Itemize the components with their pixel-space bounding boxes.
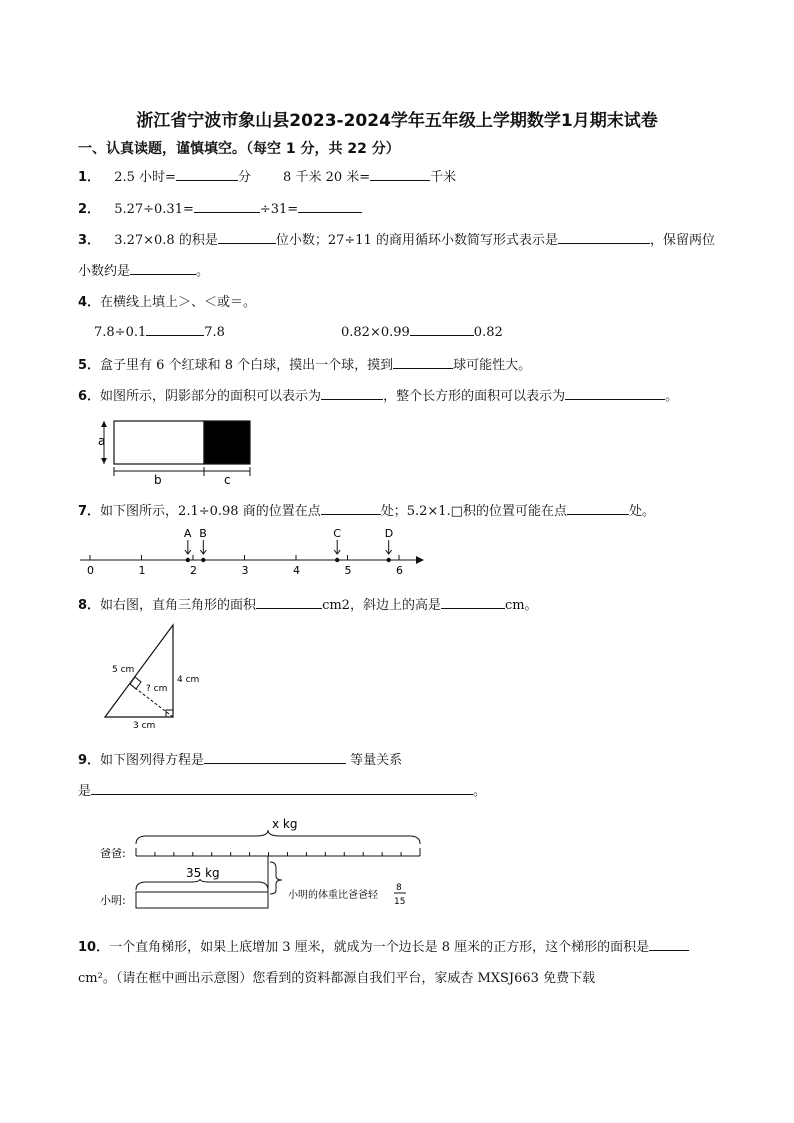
label-height: ? cm	[146, 684, 168, 694]
expression: 7.8	[204, 325, 225, 340]
question-text: cm。	[504, 598, 538, 613]
label-35kg: 35 kg	[186, 866, 220, 880]
tick-label: 3	[241, 564, 249, 576]
answer-blank[interactable]	[393, 356, 453, 369]
rectangle-figure	[92, 414, 262, 486]
label-total: x kg	[272, 817, 298, 831]
question-10-line2: cm²。（请在框中画出示意图）您看到的资料都源自我们平台，家威杏 MXSJ663 免费下载	[78, 971, 596, 986]
answer-blank[interactable]	[194, 200, 260, 213]
answer-blank[interactable]	[321, 387, 383, 400]
point-marker	[186, 558, 190, 562]
question-7	[78, 500, 655, 519]
number-line	[76, 528, 428, 576]
expression: 0.82×0.99	[341, 325, 410, 340]
question-number: 10．	[78, 940, 110, 955]
label-vertical-leg: 4 cm	[177, 675, 200, 685]
tick-label: 2	[190, 564, 197, 576]
tick-label: 6	[396, 564, 403, 576]
question-5	[78, 354, 531, 373]
label-a: a	[98, 434, 106, 448]
question-text: ，整个长方形的面积可以表示为	[383, 389, 566, 404]
fraction-numerator: 8	[396, 883, 402, 893]
label-c: c	[224, 473, 231, 486]
expression: 0.82	[473, 325, 503, 340]
question-9	[78, 749, 402, 768]
answer-blank[interactable]	[298, 200, 362, 213]
answer-blank[interactable]	[649, 938, 689, 951]
page-title: 浙江省宁波市象山县2023-2024学年五年级上学期数学1月期末试卷	[136, 111, 658, 131]
fraction-denominator: 15	[394, 897, 406, 907]
question-text: 盒子里有 6 个红球和 8 个白球，摸出一个球，摸到	[100, 358, 394, 373]
question-text: ÷31=	[259, 202, 299, 217]
answer-blank[interactable]	[256, 596, 322, 609]
triangle-figure	[100, 620, 210, 732]
question-text: 处。	[628, 504, 655, 519]
answer-blank[interactable]	[130, 262, 196, 275]
point-marker	[201, 558, 205, 562]
bar-model-figure	[96, 812, 426, 916]
answer-blank[interactable]	[370, 168, 430, 181]
question-8	[78, 594, 538, 613]
tick-label: 4	[293, 564, 300, 576]
question-10	[78, 936, 689, 955]
tick-label: 5	[344, 564, 352, 576]
point-marker	[387, 558, 391, 562]
section-heading: 一、认真读题，谨慎填空。（每空 1 分，共 22 分）	[78, 141, 400, 157]
unit-text: 分	[237, 170, 251, 185]
answer-blank[interactable]	[410, 323, 474, 336]
question-text: 球可能性大。	[453, 358, 532, 373]
question-number: 8．	[78, 598, 101, 613]
answer-blank[interactable]	[91, 782, 473, 795]
question-text: 位小数；27÷11 的商用循环小数简写形式表示是	[275, 233, 558, 248]
question-text: 如下图所示，2.1÷0.98 商的位置在点	[100, 504, 321, 519]
question-text: 。	[665, 389, 679, 404]
tick-label: 0	[87, 564, 94, 576]
answer-blank[interactable]	[321, 502, 381, 515]
compare-a	[94, 323, 225, 340]
unit-text: 千米	[430, 170, 457, 185]
label-b: b	[154, 473, 162, 486]
question-text: 如右图，直角三角形的面积	[100, 598, 257, 613]
question-text: 8 千米 20 米=	[283, 170, 371, 185]
answer-blank[interactable]	[218, 231, 276, 244]
question-text: 处；5.2×1.□积的位置可能在点	[380, 504, 567, 519]
question-3	[78, 229, 715, 248]
answer-blank[interactable]	[567, 502, 629, 515]
question-number: 4．	[78, 295, 101, 310]
label-ming: 小明:	[100, 894, 126, 907]
question-2	[78, 198, 362, 217]
label-dad: 爸爸:	[100, 847, 126, 860]
question-text: 3.27×0.8 的积是	[114, 233, 218, 248]
question-number: 7．	[78, 504, 101, 519]
point-label: D	[384, 528, 394, 540]
point-label: A	[183, 528, 192, 540]
question-text: 。	[473, 784, 487, 799]
question-text: 2.5 小时=	[114, 170, 176, 185]
answer-blank[interactable]	[441, 596, 505, 609]
question-number: 6．	[78, 389, 101, 404]
answer-blank[interactable]	[204, 751, 346, 764]
question-9-line2	[78, 780, 486, 799]
answer-blank[interactable]	[176, 168, 238, 181]
question-text: 。	[196, 264, 210, 279]
label-hypotenuse: 5 cm	[112, 665, 135, 675]
question-text: cm2，斜边上的高是	[322, 598, 441, 613]
question-number: 3．	[78, 233, 101, 248]
tick-label: 1	[138, 564, 146, 576]
answer-blank[interactable]	[146, 323, 204, 336]
question-number: 5．	[78, 358, 101, 373]
question-1	[78, 166, 456, 185]
question-number: 2．	[78, 202, 101, 217]
question-text: 是	[78, 784, 92, 799]
question-6	[78, 385, 678, 404]
question-text: 在横线上填上＞、＜或＝。	[100, 295, 257, 310]
point-label: C	[333, 528, 341, 540]
question-3-line2	[78, 260, 209, 279]
question-text: 一个直角梯形，如果上底增加 3 厘米，就成为一个边长是 8 厘米的正方形，这个梯形的面积是	[109, 940, 650, 955]
question-4	[78, 291, 256, 310]
question-text: 小数约是	[78, 264, 131, 279]
question-text: ，保留两位	[649, 233, 715, 248]
answer-blank[interactable]	[565, 387, 665, 400]
point-marker	[335, 558, 339, 562]
label-horizontal-leg: 3 cm	[133, 721, 156, 731]
question-text: 5.27÷0.31=	[114, 202, 194, 217]
question-text: 等量关系	[350, 753, 403, 768]
answer-blank[interactable]	[558, 231, 650, 244]
label-note: 小明的体重比爸爸轻	[288, 890, 378, 901]
question-text: 如图所示，阴影部分的面积可以表示为	[100, 389, 322, 404]
question-number: 1．	[78, 170, 101, 185]
expression: 7.8÷0.1	[94, 325, 147, 340]
compare-b	[341, 323, 503, 340]
point-label: B	[199, 528, 207, 540]
question-text: 如下图列得方程是	[100, 753, 205, 768]
question-number: 9．	[78, 753, 101, 768]
